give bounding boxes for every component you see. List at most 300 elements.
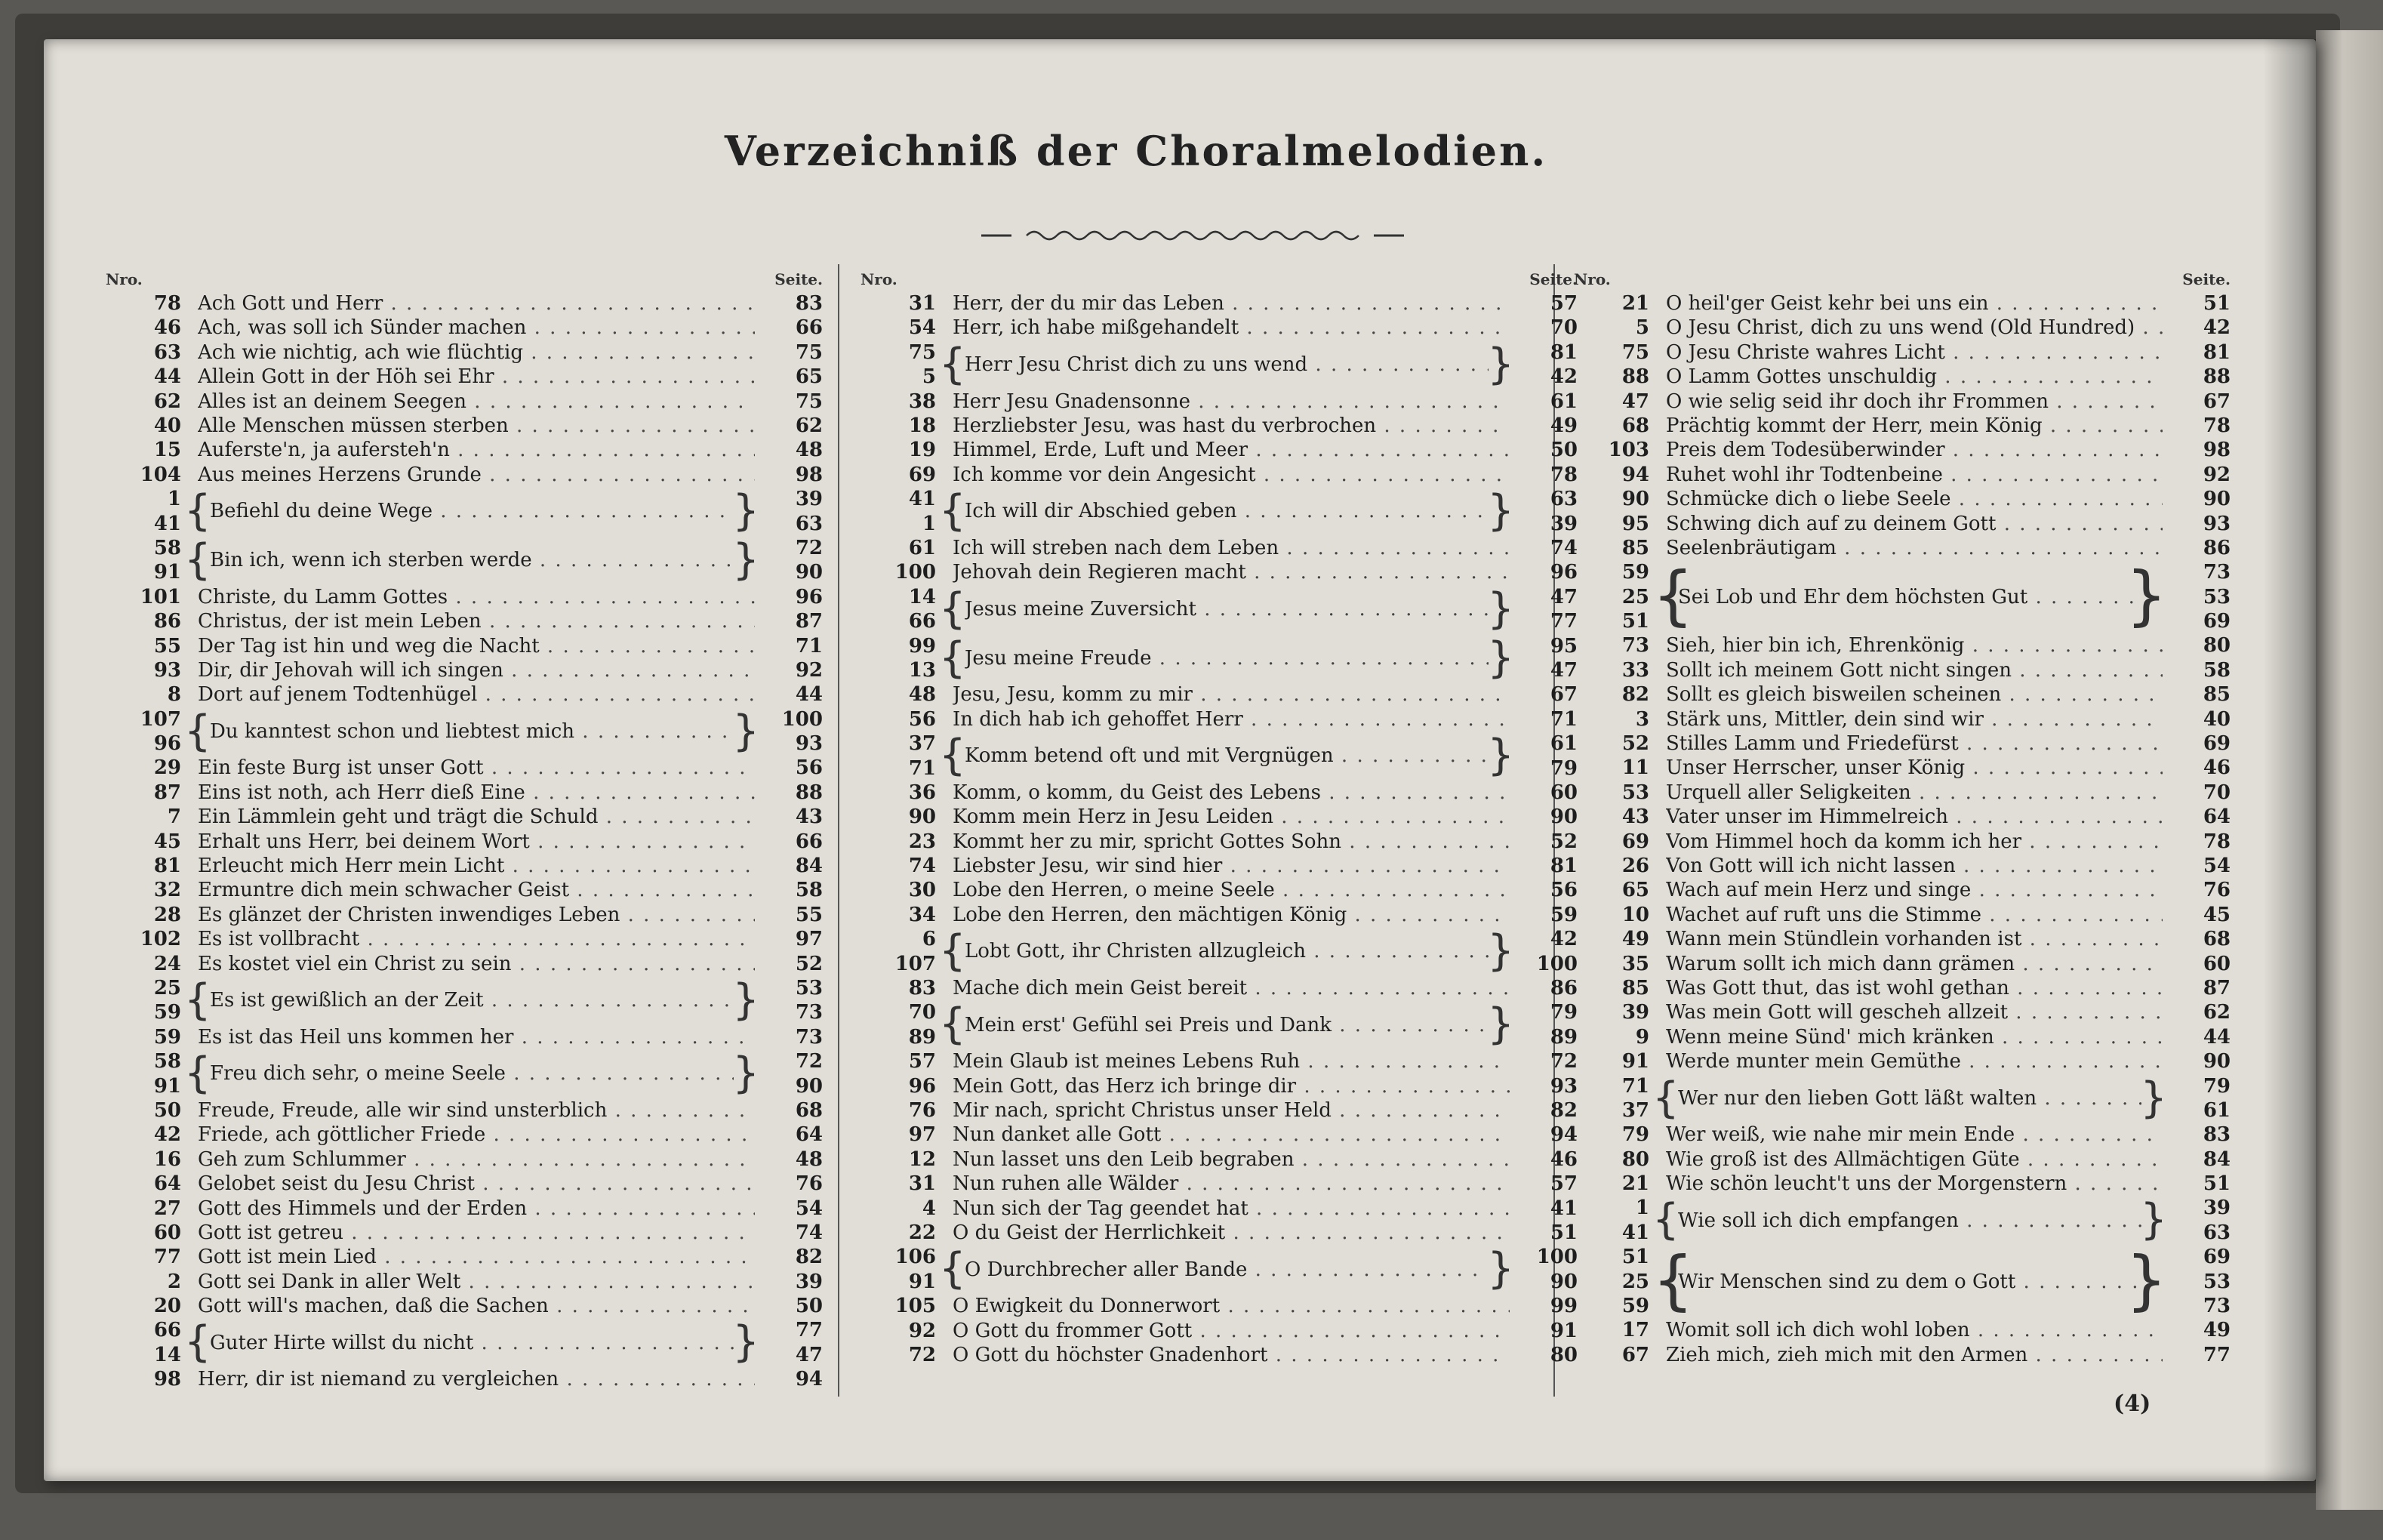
- entry-number: 91: [908, 1270, 936, 1293]
- entry-number: 40: [153, 414, 181, 437]
- entry-page: 87: [795, 610, 823, 633]
- index-entry: [106, 781, 823, 805]
- entry-page: 44: [2203, 1025, 2231, 1049]
- index-entry: [106, 1221, 823, 1245]
- entry-title: Wer nur den lieben Gott läßt walten . . .: [1678, 1086, 2141, 1110]
- index-entry: [106, 1197, 823, 1221]
- index-entry: [106, 830, 823, 854]
- index-entry: [861, 1221, 1578, 1245]
- entry-title: O Durchbrecher aller Bande . . .: [965, 1258, 1489, 1282]
- entry-title: Es ist gewißlich an der Zeit . . .: [210, 988, 734, 1012]
- index-entry-group: [1574, 1074, 2231, 1123]
- entry-number: 1: [922, 512, 936, 535]
- entry-pages: [762, 976, 823, 1025]
- entry-page: 93: [1550, 1074, 1578, 1098]
- entry-page: 81: [1550, 855, 1578, 878]
- entry-number: 91: [153, 1074, 181, 1098]
- index-entry: [861, 903, 1578, 927]
- entry-number: 42: [153, 1123, 181, 1147]
- entry-page: 75: [795, 340, 823, 364]
- entry-page: 69: [2203, 732, 2231, 756]
- entry-page: 90: [1550, 805, 1578, 829]
- entry-title: O Gott du frommer Gott . . .: [953, 1319, 1510, 1343]
- entry-number: 66: [908, 610, 936, 633]
- index-entry: [1574, 952, 2231, 976]
- entry-number: 30: [908, 879, 936, 902]
- entry-number: 68: [1621, 414, 1649, 437]
- entry-number: 69: [1621, 830, 1649, 853]
- entry-page: 83: [795, 292, 823, 315]
- entry-title: Herr, dir ist niemand zu vergleichen . . .: [198, 1367, 755, 1391]
- index-entry: [106, 805, 823, 829]
- entry-page: 88: [795, 781, 823, 804]
- entry-page: 90: [795, 1074, 823, 1098]
- entry-number: 66: [153, 1319, 181, 1342]
- entry-page: 49: [2203, 1319, 2231, 1342]
- index-entry: [1574, 1025, 2231, 1049]
- entry-number: 94: [1621, 463, 1649, 486]
- entry-number: 14: [153, 1343, 181, 1366]
- index-entry: [1574, 878, 2231, 902]
- right-brace: }: [732, 1049, 759, 1098]
- entry-number: 105: [894, 1295, 936, 1318]
- entry-page: 82: [795, 1246, 823, 1269]
- index-entry-group: [106, 976, 823, 1025]
- entry-number: 25: [1621, 585, 1649, 608]
- entry-page: 68: [795, 1098, 823, 1122]
- entry-title: Bin ich, wenn ich sterben werde . . .: [210, 548, 734, 572]
- entry-number: 51: [1621, 610, 1649, 633]
- index-entry: [106, 340, 823, 365]
- entry-title: Lobe den Herren, o meine Seele . . .: [953, 878, 1510, 902]
- entry-title: O Jesu Christe wahres Licht . . .: [1666, 340, 2163, 365]
- entry-number: 63: [153, 340, 181, 364]
- column-header: [1574, 264, 2231, 291]
- entry-page: 100: [1536, 952, 1578, 975]
- entry-title: Wir Menschen sind zu dem o Gott . . .: [1678, 1270, 2141, 1294]
- entry-title: O Gott du höchster Gnadenhort . . .: [953, 1343, 1510, 1367]
- entry-number: 26: [1621, 855, 1649, 877]
- entry-number: 46: [153, 316, 181, 340]
- entry-number: 75: [908, 340, 936, 364]
- entry-number: 75: [1621, 340, 1649, 364]
- left-brace: {: [184, 1049, 211, 1098]
- entry-number: 107: [894, 952, 936, 975]
- entry-number: 25: [153, 976, 181, 999]
- entry-title: Ein feste Burg ist unser Gott . . .: [198, 756, 755, 780]
- entry-number: 85: [1621, 536, 1649, 559]
- entry-title: Liebster Jesu, wir sind hier . . .: [953, 854, 1510, 878]
- index-entry: [1574, 805, 2231, 829]
- index-entry-group: [861, 1000, 1578, 1049]
- entry-page: 51: [2203, 292, 2231, 315]
- left-brace: {: [184, 486, 211, 536]
- entry-page: 83: [2203, 1123, 2231, 1147]
- entry-title: Es ist das Heil uns kommen her . . .: [198, 1025, 755, 1049]
- entry-number: 48: [908, 683, 936, 707]
- entry-page: 81: [2203, 340, 2231, 364]
- entry-numbers: [106, 707, 181, 756]
- entry-page: 100: [1536, 1246, 1578, 1269]
- entry-title: Schmücke dich o liebe Seele . . .: [1666, 487, 2163, 511]
- entry-number: 67: [1621, 1343, 1649, 1366]
- entry-page: 39: [795, 1270, 823, 1293]
- index-entry: [1574, 390, 2231, 414]
- right-brace: }: [2140, 1195, 2167, 1245]
- entry-numbers: [106, 1049, 181, 1098]
- index-entry: [861, 463, 1578, 487]
- entry-page: 88: [2203, 365, 2231, 389]
- entry-page: 78: [2203, 414, 2231, 437]
- entry-number: 93: [153, 658, 181, 682]
- entry-pages: [1517, 927, 1578, 976]
- left-brace: {: [939, 633, 966, 682]
- index-entry: [106, 903, 823, 927]
- entry-number: 86: [153, 610, 181, 633]
- entry-page: 86: [2203, 536, 2231, 559]
- entry-number: 41: [908, 488, 936, 511]
- index-entry: [106, 585, 823, 609]
- entry-number: 57: [908, 1050, 936, 1073]
- entry-title: Gott will's machen, daß die Sachen . . .: [198, 1294, 755, 1318]
- entry-number: 12: [908, 1147, 936, 1171]
- entry-number: 95: [1621, 512, 1649, 535]
- index-entry: [1574, 438, 2231, 462]
- entry-page: 54: [2203, 855, 2231, 877]
- index-entry: [1574, 487, 2231, 511]
- entry-page: 70: [2203, 781, 2231, 804]
- index-entry-group: [1574, 1196, 2231, 1245]
- entry-pages: [1517, 1000, 1578, 1049]
- entry-page: 53: [2203, 585, 2231, 608]
- right-brace: }: [2126, 558, 2167, 634]
- index-entry: [106, 658, 823, 682]
- entry-title: Herr Jesu Christ dich zu uns wend . . .: [965, 353, 1489, 377]
- entry-number: 89: [908, 1025, 936, 1049]
- entry-number: 50: [153, 1098, 181, 1122]
- entry-number: 56: [908, 707, 936, 731]
- header-nro: Nro.: [106, 270, 143, 288]
- entry-number: 91: [1621, 1050, 1649, 1073]
- entry-title: Komm mein Herz in Jesu Leiden . . .: [953, 805, 1510, 829]
- right-brace: }: [1487, 926, 1514, 976]
- entry-title: Wie groß ist des Allmächtigen Güte . . .: [1666, 1147, 2163, 1172]
- entry-title: Ein Lämmlein geht und trägt die Schuld . . .: [198, 805, 755, 829]
- index-entry: [106, 1294, 823, 1318]
- index-entry: [1574, 536, 2231, 560]
- entry-page: 61: [1550, 390, 1578, 413]
- entry-page: 56: [1550, 879, 1578, 902]
- entry-number: 90: [908, 805, 936, 829]
- index-entry: [106, 609, 823, 633]
- entry-page: 48: [795, 1147, 823, 1171]
- entry-page: 98: [795, 463, 823, 486]
- entry-title: O du Geist der Herrlichkeit . . .: [953, 1221, 1510, 1245]
- entry-page: 58: [795, 879, 823, 902]
- entry-title: Dort auf jenem Todtenhügel . . .: [198, 682, 755, 707]
- entry-page: 98: [2203, 439, 2231, 462]
- entry-number: 58: [153, 536, 181, 559]
- entry-page: 39: [1550, 512, 1578, 535]
- entry-page: 61: [1550, 732, 1578, 756]
- column-divider-1: [838, 264, 839, 1397]
- entry-number: 90: [1621, 488, 1649, 511]
- index-entry: [861, 1319, 1578, 1343]
- left-brace: {: [939, 731, 966, 781]
- page-title: Verzeichniß der Choralmelodien.: [724, 127, 1548, 175]
- entry-page: 65: [795, 365, 823, 389]
- entry-page: 80: [2203, 634, 2231, 658]
- index-entry: [861, 414, 1578, 438]
- index-entry: [106, 1270, 823, 1294]
- index-entry-group: [106, 536, 823, 585]
- entry-number: 64: [153, 1172, 181, 1196]
- left-brace: {: [184, 1317, 211, 1367]
- entry-title: Komm betend oft und mit Vergnügen . . .: [965, 744, 1489, 768]
- index-entry: [106, 756, 823, 780]
- index-entry: [861, 1049, 1578, 1073]
- entry-title: Wachet auf ruft uns die Stimme . . .: [1666, 903, 2163, 927]
- entry-title: Lobe den Herren, den mächtigen König . . .: [953, 903, 1510, 927]
- entry-title: Wann mein Stündlein vorhanden ist . . .: [1666, 927, 2163, 951]
- entry-number: 36: [908, 781, 936, 804]
- entry-title: Preis dem Todesüberwinder . . .: [1666, 438, 2163, 462]
- index-entry: [1574, 756, 2231, 780]
- index-entry: [1574, 707, 2231, 732]
- entry-page: 69: [2203, 1246, 2231, 1269]
- entry-number: 22: [908, 1221, 936, 1244]
- entry-number: 59: [1621, 561, 1649, 584]
- entry-number: 15: [153, 439, 181, 462]
- entry-number: 83: [908, 977, 936, 1000]
- right-brace: }: [2126, 1243, 2167, 1319]
- entry-number: 101: [140, 585, 181, 608]
- entry-title: O Jesu Christ, dich zu uns wend (Old Hundred) . . .: [1666, 316, 2163, 340]
- entry-title: Dir, dir Jehovah will ich singen . . .: [198, 658, 755, 682]
- entry-page: 96: [795, 585, 823, 608]
- index-entry: [1574, 1318, 2231, 1342]
- entry-pages: [1517, 732, 1578, 781]
- entry-pages: [762, 536, 823, 585]
- entry-title: Ich komme vor dein Angesicht . . .: [953, 463, 1510, 487]
- index-entry-group: [861, 487, 1578, 536]
- entry-number: 5: [922, 365, 936, 389]
- entry-title: Wie soll ich dich empfangen . . .: [1678, 1209, 2141, 1233]
- entry-pages: [762, 487, 823, 536]
- entry-number: 72: [908, 1343, 936, 1366]
- entry-number: 24: [153, 952, 181, 975]
- entry-title: Alle Menschen müssen sterben . . .: [198, 414, 755, 438]
- left-brace: {: [184, 534, 211, 584]
- index-entry: [861, 1074, 1578, 1098]
- entry-page: 41: [1550, 1197, 1578, 1220]
- entry-page: 40: [2203, 707, 2231, 731]
- entry-numbers: [106, 487, 181, 536]
- entry-title: Nun ruhen alle Wälder . . .: [953, 1172, 1510, 1196]
- entry-title: Allein Gott in der Höh sei Ehr . . .: [198, 365, 755, 389]
- entry-title: Friede, ach göttlicher Friede . . .: [198, 1123, 755, 1147]
- entry-number: 38: [908, 390, 936, 413]
- column-header: [106, 264, 823, 291]
- index-entry: [1574, 830, 2231, 854]
- entry-number: 17: [1621, 1319, 1649, 1342]
- entry-number: 31: [908, 1172, 936, 1196]
- column-header: [861, 264, 1578, 291]
- entry-pages: [2170, 560, 2231, 633]
- entry-page: 86: [1550, 977, 1578, 1000]
- entry-title: Sei Lob und Ehr dem höchsten Gut . . .: [1678, 585, 2141, 609]
- entry-title: Erhalt uns Herr, bei deinem Wort . . .: [198, 830, 755, 854]
- entry-number: 77: [153, 1246, 181, 1269]
- entry-title: Was Gott thut, das ist wohl gethan . . .: [1666, 976, 2163, 1000]
- entry-number: 19: [908, 439, 936, 462]
- entry-page: 52: [1550, 830, 1578, 853]
- entry-page: 84: [795, 855, 823, 878]
- entry-title: Christe, du Lamm Gottes . . .: [198, 585, 755, 609]
- entry-pages: [1517, 1245, 1578, 1294]
- left-brace: {: [184, 706, 211, 756]
- entry-pages: [1517, 487, 1578, 536]
- entry-number: 79: [1621, 1123, 1649, 1147]
- entry-title: Gelobet seist du Jesu Christ . . .: [198, 1172, 755, 1196]
- entry-title: Gott ist mein Lied . . .: [198, 1245, 755, 1269]
- entry-numbers: [861, 340, 936, 390]
- header-nro: Nro.: [1574, 270, 1611, 288]
- index-entry: [106, 1025, 823, 1049]
- entry-title: Warum sollt ich mich dann grämen . . .: [1666, 952, 2163, 976]
- entry-page: 77: [795, 1319, 823, 1342]
- entry-page: 97: [795, 928, 823, 951]
- entry-number: 96: [908, 1074, 936, 1098]
- entry-number: 82: [1621, 683, 1649, 707]
- entry-page: 63: [2203, 1221, 2231, 1244]
- entry-title: Ach wie nichtig, ach wie flüchtig . . .: [198, 340, 755, 365]
- index-entry: [861, 976, 1578, 1000]
- entry-pages: [2170, 1245, 2231, 1318]
- right-brace: }: [2140, 1073, 2167, 1123]
- entry-page: 71: [1550, 707, 1578, 731]
- entry-title: Was mein Gott will gescheh allzeit . . .: [1666, 1000, 2163, 1024]
- index-entry-group: [106, 1049, 823, 1098]
- entry-page: 51: [1550, 1221, 1578, 1244]
- entry-title: Nun danket alle Gott . . .: [953, 1123, 1510, 1147]
- index-column-2: [861, 264, 1578, 1367]
- entry-title: Gott ist getreu . . .: [198, 1221, 755, 1245]
- entry-title: Ich will dir Abschied geben . . .: [965, 499, 1489, 523]
- header-seite: Seite.: [1529, 270, 1578, 288]
- entry-page: 44: [795, 683, 823, 707]
- facing-page-edge: [2316, 30, 2383, 1510]
- entry-page: 53: [2203, 1270, 2231, 1293]
- entry-page: 63: [1550, 488, 1578, 511]
- right-brace: }: [732, 486, 759, 536]
- entry-number: 21: [1621, 292, 1649, 315]
- entry-pages: [1517, 634, 1578, 683]
- index-entry: [1574, 927, 2231, 951]
- entry-number: 37: [908, 732, 936, 756]
- entry-number: 27: [153, 1197, 181, 1220]
- entry-number: 96: [153, 732, 181, 756]
- entry-title: Gott sei Dank in aller Welt . . .: [198, 1270, 755, 1294]
- index-entry: [1574, 463, 2231, 487]
- entry-number: 10: [1621, 903, 1649, 926]
- entry-number: 65: [1621, 879, 1649, 902]
- entry-page: 57: [1550, 1172, 1578, 1196]
- index-entry: [106, 438, 823, 462]
- entry-number: 60: [153, 1221, 181, 1244]
- index-entry: [1574, 340, 2231, 365]
- entry-title: Sollt es gleich bisweilen scheinen . . .: [1666, 682, 2163, 707]
- entry-title: O heil'ger Geist kehr bei uns ein . . .: [1666, 291, 2163, 316]
- entry-number: 91: [153, 561, 181, 584]
- right-brace: }: [732, 1317, 759, 1367]
- entry-page: 79: [1550, 1001, 1578, 1024]
- entry-page: 73: [2203, 561, 2231, 584]
- entry-number: 4: [922, 1197, 936, 1220]
- index-entry: [1574, 1000, 2231, 1024]
- entry-title: Mein Gott, das Herz ich bringe dir . . .: [953, 1074, 1510, 1098]
- index-entry: [106, 682, 823, 707]
- entry-number: 25: [1621, 1270, 1649, 1293]
- entry-page: 43: [795, 805, 823, 829]
- right-brace: }: [1487, 339, 1514, 389]
- entry-page: 70: [1550, 316, 1578, 340]
- entry-page: 50: [795, 1295, 823, 1318]
- entry-pages: [2170, 1074, 2231, 1123]
- page-number: (4): [2114, 1391, 2151, 1417]
- entry-pages: [1517, 340, 1578, 390]
- index-entry: [106, 1098, 823, 1123]
- entry-page: 78: [1550, 463, 1578, 486]
- index-entry: [861, 781, 1578, 805]
- entry-number: 8: [167, 683, 181, 707]
- entry-title: Es ist vollbracht . . .: [198, 927, 755, 951]
- entry-numbers: [1574, 560, 1649, 633]
- index-entry: [861, 536, 1578, 560]
- entry-numbers: [861, 585, 936, 634]
- index-entry: [861, 438, 1578, 462]
- index-entry: [861, 291, 1578, 316]
- entry-title: Wach auf mein Herz und singe . . .: [1666, 878, 2163, 902]
- entry-page: 77: [2203, 1343, 2231, 1366]
- entry-page: 89: [1550, 1025, 1578, 1049]
- entry-numbers: [861, 732, 936, 781]
- entry-page: 39: [2203, 1197, 2231, 1220]
- entry-page: 57: [1550, 292, 1578, 315]
- entry-page: 90: [1550, 1270, 1578, 1293]
- entry-title: Kommt her zu mir, spricht Gottes Sohn . . .: [953, 830, 1510, 854]
- entry-number: 52: [1621, 732, 1649, 756]
- entry-page: 51: [2203, 1172, 2231, 1196]
- entry-title: Nun sich der Tag geendet hat . . .: [953, 1197, 1510, 1221]
- left-brace: {: [939, 926, 966, 976]
- entry-page: 63: [795, 512, 823, 535]
- entry-title: Schwing dich auf zu deinem Gott . . .: [1666, 512, 2163, 536]
- index-entry: [861, 1172, 1578, 1196]
- entry-page: 53: [795, 976, 823, 999]
- entry-title: Erleucht mich Herr mein Licht . . .: [198, 854, 755, 878]
- index-entry: [106, 927, 823, 951]
- entry-number: 58: [153, 1050, 181, 1073]
- entry-page: 47: [1550, 585, 1578, 608]
- left-brace: {: [184, 975, 211, 1024]
- index-entry: [106, 634, 823, 658]
- entry-page: 72: [795, 1050, 823, 1073]
- entry-title: Stärk uns, Mittler, dein sind wir . . .: [1666, 707, 2163, 732]
- entry-number: 51: [1621, 1246, 1649, 1269]
- entry-number: 5: [1635, 316, 1649, 340]
- index-entry-group: [861, 732, 1578, 781]
